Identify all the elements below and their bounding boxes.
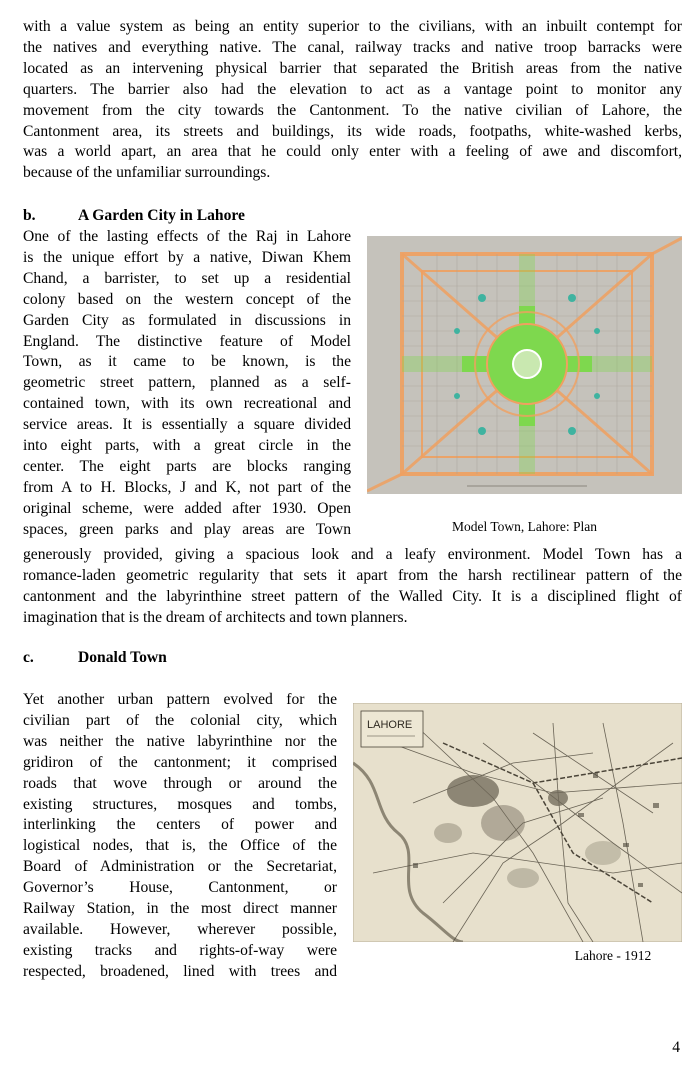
text-line: existing tracks and rights-of-way were <box>23 941 337 959</box>
text-line: center. The eight parts are blocks ranging <box>23 457 351 475</box>
text-line: roads that wove through or around the <box>23 774 337 792</box>
text-line: movement from the city towards the Cantonment. To the native civilian of Lahore, the <box>23 101 682 119</box>
section-heading-b <box>23 206 245 226</box>
figure-caption: Lahore - 1912 <box>574 948 652 963</box>
intro-paragraph <box>23 17 682 184</box>
section-title: A Garden City in Lahore <box>78 207 245 224</box>
text-line: Cantonment area, its streets and buildings, its wide roads, footpaths, white-washed kerbs, <box>23 122 682 140</box>
text-line: civilian part of the colonial city, which <box>23 711 337 729</box>
text-line: spaces, green parks and play areas are Town <box>23 520 351 538</box>
section-title: Donald Town <box>78 649 167 666</box>
text-line: respected, broadened, lined with trees and <box>23 962 337 980</box>
section-heading-c <box>23 648 167 668</box>
section-number: b. <box>23 207 36 224</box>
text-line: cantonment and the labyrinthine street pattern of the Walled City. It is a disciplined flight of <box>23 587 682 605</box>
text-line: was neither the native labyrinthine nor the <box>23 732 337 750</box>
page-number: 4 <box>672 1039 680 1056</box>
text-line: Garden City as formulated in discussions in <box>23 311 351 329</box>
model-town-plan-image <box>367 236 682 494</box>
text-line: imagination that is the dream of architects and town planners. <box>23 608 408 626</box>
text-line: interlinking the centers of power and <box>23 816 337 834</box>
text-line: located as an intervening physical barrier that separated the British areas from the native <box>23 59 682 77</box>
text-line: England. The distinctive feature of Model <box>23 332 351 350</box>
text-line: into eight parts, with a great circle in the <box>23 437 351 455</box>
text-line: logistical nodes, that is, the Office of the <box>23 837 337 855</box>
text-line: quarters. The barrier also had the elevation to act as a vantage point to monitor any <box>23 80 682 98</box>
text-line: was a world apart, an area that he could only enter with a feeling of awe and discomfort, <box>23 143 682 161</box>
text-line: the natives and everything native. The canal, railway tracks and native troop barracks were <box>23 38 682 56</box>
text-line: available. However, wherever possible, <box>23 920 337 938</box>
text-line: because of the unfamiliar surroundings. <box>23 164 271 182</box>
text-line: Governor’s House, Cantonment, or <box>23 879 337 897</box>
text-line: Chand, a barrister, to set up a residential <box>23 269 351 287</box>
text-line: from A to H. Blocks, J and K, not part of the <box>23 478 351 496</box>
text-line: with a value system as being an entity superior to the civilians, with an inbuilt contempt for <box>23 18 682 35</box>
text-line: colony based on the western concept of the <box>23 290 351 308</box>
section-b-column-text <box>23 227 351 541</box>
section-number: c. <box>23 649 34 666</box>
text-line: is the unique effort by a native, Diwan Khem <box>23 248 351 266</box>
text-line: generously provided, giving a spacious look and a leafy environment. Model Town has a <box>23 546 682 563</box>
text-line: One of the lasting effects of the Raj in Lahore <box>23 228 351 245</box>
text-line: original scheme, were added after 1930. Open <box>23 499 351 517</box>
text-line: romance-laden geometric regularity that sets it apart from the harsh rectilinear pattern of the <box>23 566 682 584</box>
text-line: gridiron of the cantonment; it comprised <box>23 753 337 771</box>
text-line: Yet another urban pattern evolved for the <box>23 691 337 708</box>
text-line: existing structures, mosques and tombs, <box>23 795 337 813</box>
text-line: Town, as it came to be known, is the <box>23 353 351 371</box>
figure-caption: Model Town, Lahore: Plan <box>451 519 598 534</box>
text-line: contained town, with its own recreational and <box>23 395 351 413</box>
text-line: geometric street pattern, planned as a self- <box>23 374 351 392</box>
text-line: Board of Administration or the Secretariat, <box>23 858 337 876</box>
text-line: Railway Station, in the most direct manner <box>23 900 337 918</box>
text-line: service areas. It is essentially a square divided <box>23 416 351 434</box>
map-title: LAHORE <box>367 719 413 731</box>
lahore-1912-map-image <box>353 703 682 942</box>
section-b-full-text <box>23 545 682 629</box>
section-c-column-text <box>23 690 337 983</box>
